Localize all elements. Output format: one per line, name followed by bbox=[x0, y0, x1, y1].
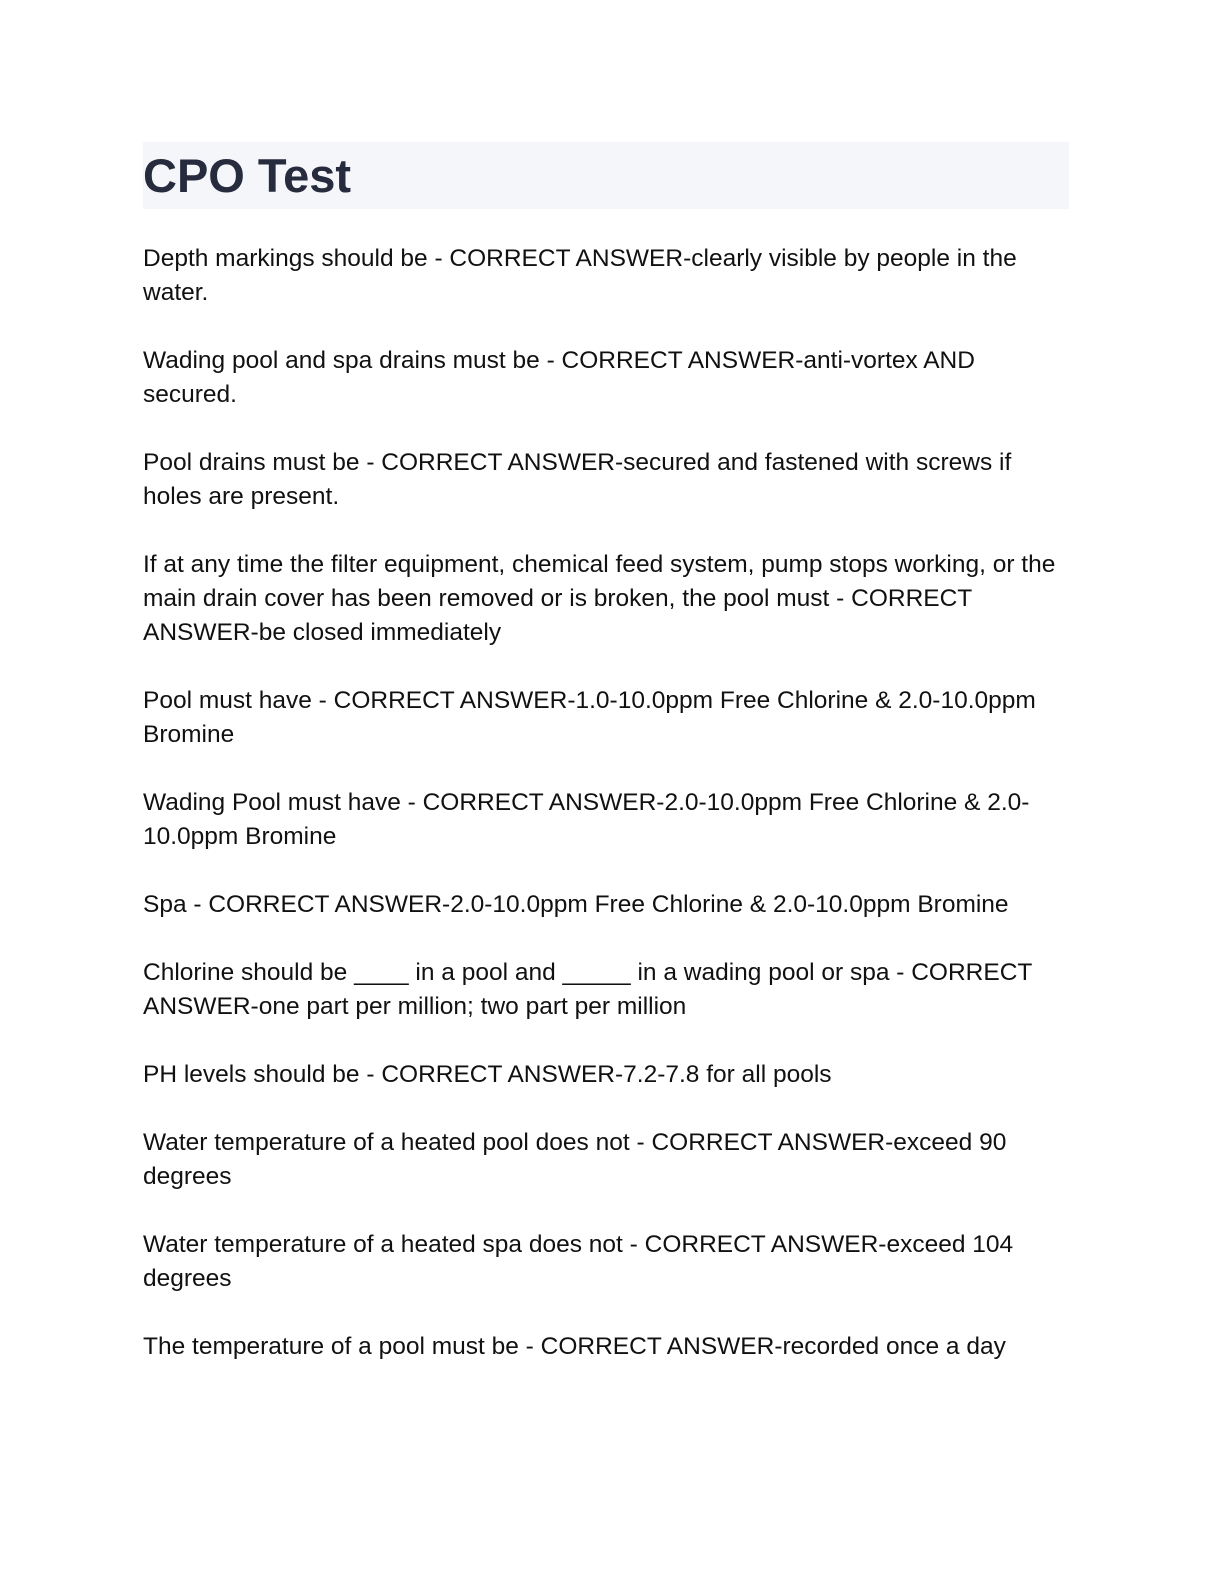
qa-item: Wading pool and spa drains must be - CORRECT ANSWER-anti-vortex AND secured. bbox=[143, 347, 975, 408]
qa-item: PH levels should be - CORRECT ANSWER-7.2-7.8 for all pools bbox=[143, 1061, 832, 1088]
qa-item: Water temperature of a heated spa does not - CORRECT ANSWER-exceed 104 degrees bbox=[143, 1231, 1014, 1292]
qa-item: Pool must have - CORRECT ANSWER-1.0-10.0ppm Free Chlorine & 2.0-10.0ppm Bromine bbox=[143, 687, 1036, 748]
qa-item: If at any time the filter equipment, chemical feed system, pump stops working, or the main drain cover has been removed or is broken, the pool must - CORRECT ANSWER-be closed immediately bbox=[143, 551, 1056, 646]
qa-item: Spa - CORRECT ANSWER-2.0-10.0ppm Free Chlorine & 2.0-10.0ppm Bromine bbox=[143, 891, 1009, 918]
qa-item: Water temperature of a heated pool does not - CORRECT ANSWER-exceed 90 degrees bbox=[143, 1129, 1007, 1190]
document-title: CPO Test bbox=[143, 149, 352, 202]
document-page bbox=[143, 142, 1069, 1398]
qa-item: Chlorine should be ____ in a pool and _____ in a wading pool or spa - CORRECT ANSWER-one part per million; two part per million bbox=[143, 959, 1032, 1020]
qa-item: Wading Pool must have - CORRECT ANSWER-2.0-10.0ppm Free Chlorine & 2.0-10.0ppm Bromine bbox=[143, 789, 1030, 850]
qa-list bbox=[143, 242, 1069, 1364]
title-band bbox=[143, 142, 1069, 209]
qa-item: Pool drains must be - CORRECT ANSWER-secured and fastened with screws if holes are present. bbox=[143, 449, 1012, 510]
qa-item: Depth markings should be - CORRECT ANSWER-clearly visible by people in the water. bbox=[143, 245, 1017, 306]
qa-item: The temperature of a pool must be - CORRECT ANSWER-recorded once a day bbox=[143, 1333, 1006, 1360]
